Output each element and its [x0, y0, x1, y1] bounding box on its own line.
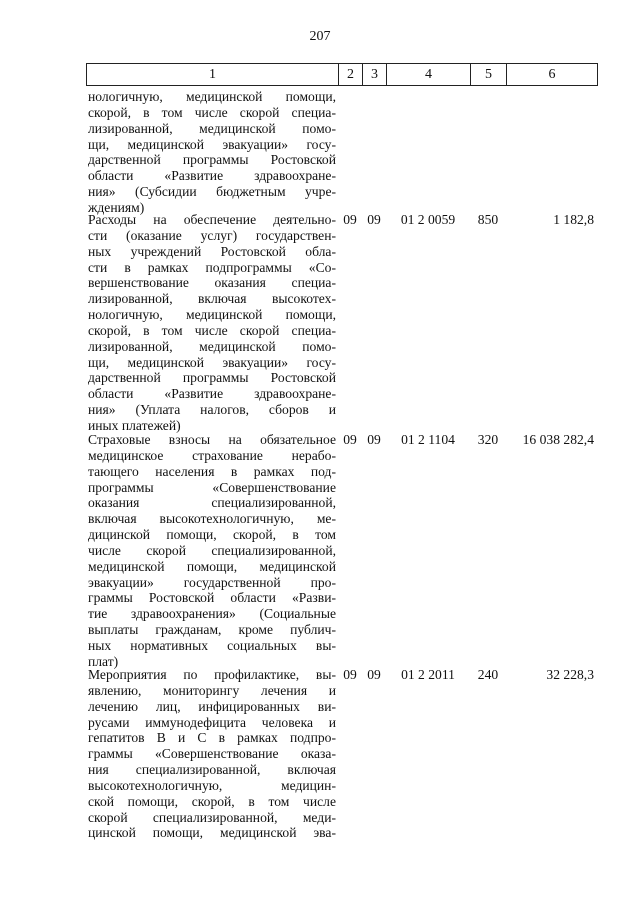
section-code: 09 — [343, 667, 357, 682]
description-line: скорой специализированной, меди- — [88, 809, 336, 825]
description-line: нологичную, медицинской помощи, — [88, 89, 336, 104]
description-line: дарственной программы Ростовской — [88, 370, 336, 386]
description-line: ния» (Уплата налогов, сборов и — [88, 402, 336, 418]
section-code: 09 — [343, 432, 357, 447]
table-header — [86, 63, 598, 86]
description-line: плат) — [88, 653, 119, 669]
description-line: лизированной, медицинской помо- — [88, 120, 336, 136]
description-line: щи, медицинской эвакуации» госу- — [88, 136, 336, 152]
description-line: Мероприятия по профилактике, вы- — [88, 667, 336, 682]
description-line: сти в рамках подпрограммы «Со- — [88, 259, 336, 275]
description-line: цинской помощи, медицинской эва- — [88, 825, 336, 841]
expense-type-code: 850 — [477, 212, 499, 227]
row-description — [88, 212, 336, 434]
description-line: вершенствование оказания специа- — [88, 275, 336, 291]
description-line: скорой, в том числе скорой специа- — [88, 322, 336, 338]
description-line: медицинское страхование нерабо- — [88, 447, 336, 463]
description-line: эвакуации» государственной про- — [88, 574, 336, 590]
description-line: явлению, мониторингу лечения и — [88, 682, 336, 698]
description-line: высокотехнологичную, медицин- — [88, 777, 336, 793]
description-line: ждениям) — [88, 199, 145, 215]
description-line: числе скорой специализированной, — [88, 542, 336, 558]
description-line: нологичную, медицинской помощи, — [88, 307, 336, 323]
description-line: дарственной программы Ростовской — [88, 152, 336, 168]
subsection-code: 09 — [367, 212, 381, 227]
row-description — [88, 432, 336, 670]
description-line: граммы «Совершенствование оказа- — [88, 746, 336, 762]
description-line: включая высокотехнологичную, ме- — [88, 511, 336, 527]
column-header-6: 6 — [548, 67, 556, 82]
description-line: оказания специализированной, — [88, 495, 336, 511]
description-line: иных платежей) — [88, 417, 181, 433]
description-line: русами иммунодефицита человека и — [88, 714, 336, 730]
description-line: лизированной, включая высокотех- — [88, 291, 336, 307]
description-line: дицинской помощи, скорой, в том — [88, 527, 336, 543]
section-code: 09 — [343, 212, 357, 227]
amount: 32 228,3 — [546, 667, 594, 682]
target-article-code: 01 2 0059 — [400, 212, 456, 227]
description-line: ния специализированной, включая — [88, 762, 336, 778]
column-header-3: 3 — [363, 64, 387, 85]
amount: 16 038 282,4 — [522, 432, 594, 447]
description-line: выплаты гражданам, кроме публич- — [88, 622, 336, 638]
column-header-2: 2 — [339, 64, 363, 85]
description-line: ных нормативных социальных вы- — [88, 637, 336, 653]
description-line: медицинской помощи, медицинской — [88, 558, 336, 574]
subsection-code: 09 — [367, 667, 381, 682]
description-line: Страховые взносы на обязательное — [88, 432, 336, 447]
target-article-code: 01 2 2011 — [401, 667, 455, 682]
description-line: лечению лиц, инфицированных ви- — [88, 698, 336, 714]
expense-type-code: 320 — [477, 432, 499, 447]
description-line: ния» (Субсидии бюджетным учре- — [88, 184, 336, 200]
description-line: тие здравоохранения» (Социальные — [88, 606, 336, 622]
column-header-4: 4 — [387, 64, 471, 85]
description-line: скорой, в том числе скорой специа- — [88, 104, 336, 120]
column-header-1: 1 — [87, 64, 339, 85]
description-line: Расходы на обеспечение деятельно- — [88, 212, 336, 227]
row-description — [88, 667, 336, 841]
subsection-code: 09 — [367, 432, 381, 447]
description-line: тающего населения в рамках под- — [88, 463, 336, 479]
description-line: области «Развитие здравоохране- — [88, 168, 336, 184]
description-line: сти (оказание услуг) государствен- — [88, 227, 336, 243]
amount: 1 182,8 — [553, 212, 594, 227]
target-article-code: 01 2 1104 — [401, 432, 455, 447]
description-line: щи, медицинской эвакуации» госу- — [88, 354, 336, 370]
description-line: граммы Ростовской области «Разви- — [88, 590, 336, 606]
description-line: ской помощи, скорой, в том числе — [88, 793, 336, 809]
description-line: лизированной, медицинской помо- — [88, 338, 336, 354]
description-line: гепатитов В и С в рамках подпро- — [88, 730, 336, 746]
row-description — [88, 89, 336, 216]
page-number: 207 — [309, 29, 331, 44]
description-line: области «Развитие здравоохране- — [88, 386, 336, 402]
description-line: программы «Совершенствование — [88, 479, 336, 495]
description-line: ных учреждений Ростовской обла- — [88, 243, 336, 259]
column-header-5: 5 — [471, 64, 507, 85]
expense-type-code: 240 — [477, 667, 499, 682]
